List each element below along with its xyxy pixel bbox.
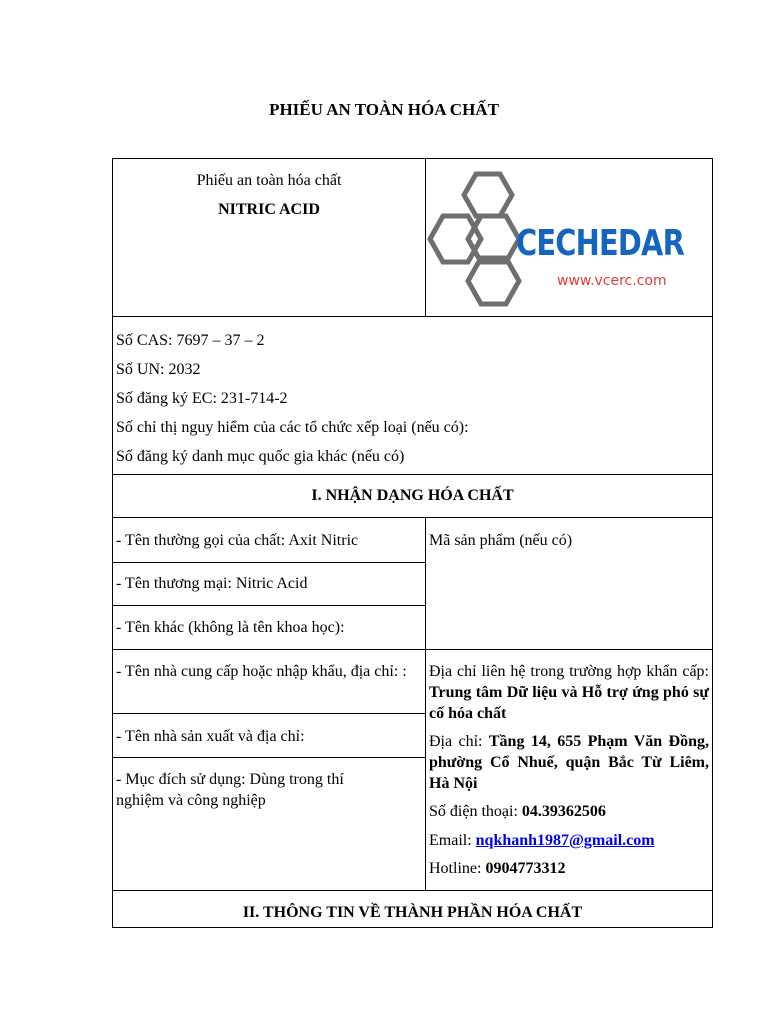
- section-heading: I. NHẬN DẠNG HÓA CHẤT: [311, 487, 514, 504]
- logo-text: CECHEDAR: [516, 223, 685, 264]
- un-number: Số UN: 2032: [116, 361, 201, 378]
- contact-hotline: [429, 858, 709, 879]
- contact-phone: [429, 801, 709, 822]
- table-divider: [112, 517, 713, 518]
- table-divider: [112, 649, 713, 650]
- logo-url: www.vcerc.com: [557, 273, 667, 289]
- header-subtitle: Phiếu an toàn hóa chất: [196, 172, 342, 189]
- supplier-info: - Tên nhà cung cấp hoặc nhập khẩu, địa chỉ: :: [116, 663, 407, 680]
- ec-number: Số đăng ký EC: 231-714-2: [116, 390, 288, 407]
- contact-email: [429, 830, 709, 851]
- table-border-left: [112, 158, 113, 928]
- trade-name: - Tên thương mại: Nitric Acid: [116, 575, 308, 592]
- hazard-index: Số chỉ thị nguy hiểm của các tổ chức xếp loại (nếu có):: [116, 419, 469, 436]
- registry-cell: [116, 326, 710, 471]
- table-divider: [112, 713, 425, 714]
- table-divider: [112, 316, 713, 317]
- manufacturer-info: - Tên nhà sản xuất và địa chỉ:: [116, 728, 305, 745]
- table-divider: [112, 605, 425, 606]
- emergency-label: Địa chỉ liên hệ trong trường hợp khẩn cấp:: [429, 663, 709, 680]
- document-title: PHIẾU AN TOÀN HÓA CHẤT: [269, 100, 499, 119]
- table-divider: [112, 757, 425, 758]
- product-name: NITRIC ACID: [218, 201, 320, 218]
- logo-cell: [426, 159, 712, 316]
- table-border-bottom: [112, 927, 713, 928]
- product-code: Mã sản phẩm (nếu có): [429, 532, 573, 549]
- national-registry: Số đăng ký danh mục quốc gia khác (nếu có): [116, 448, 405, 465]
- header-text-cell: [113, 170, 425, 220]
- hexagon-chain-icon: [430, 174, 526, 304]
- emergency-contact: [429, 661, 709, 724]
- table-divider: [112, 562, 425, 563]
- hotline-value: 0904773312: [485, 860, 566, 877]
- table-column-divider: [425, 517, 426, 890]
- phone-value: 04.39362506: [521, 803, 606, 820]
- section-heading: II. THÔNG TIN VỀ THÀNH PHẦN HÓA CHẤT: [242, 904, 583, 921]
- other-name: - Tên khác (không là tên khoa học):: [116, 619, 345, 636]
- hotline-label: Hotline:: [429, 860, 486, 877]
- cas-number: Số CAS: 7697 – 37 – 2: [116, 332, 265, 349]
- common-name: - Tên thường gọi của chất: Axit Nitric: [116, 532, 359, 549]
- email-link[interactable]: nqkhanh1987@gmail.com: [475, 832, 655, 849]
- email-label: Email:: [429, 832, 476, 849]
- cechedar-logo: [426, 159, 712, 316]
- contact-address: [429, 731, 709, 794]
- table-divider: [112, 890, 713, 891]
- table-divider: [112, 474, 713, 475]
- emergency-center: Trung tâm Dữ liệu và Hỗ trợ ứng phó sự cố hóa chất: [429, 684, 709, 722]
- table-border-right: [712, 158, 713, 928]
- address-value: Tầng 14, 655 Phạm Văn Đồng, phường Cổ Nhuế, quận Bắc Từ Liêm, Hà Nội: [429, 733, 710, 792]
- usage-purpose: - Mục đích sử dụng: Dùng trong thí nghiệm và công nghiệp: [116, 771, 344, 809]
- address-label: Địa chỉ:: [429, 733, 489, 750]
- phone-label: Số điện thoại:: [429, 803, 522, 820]
